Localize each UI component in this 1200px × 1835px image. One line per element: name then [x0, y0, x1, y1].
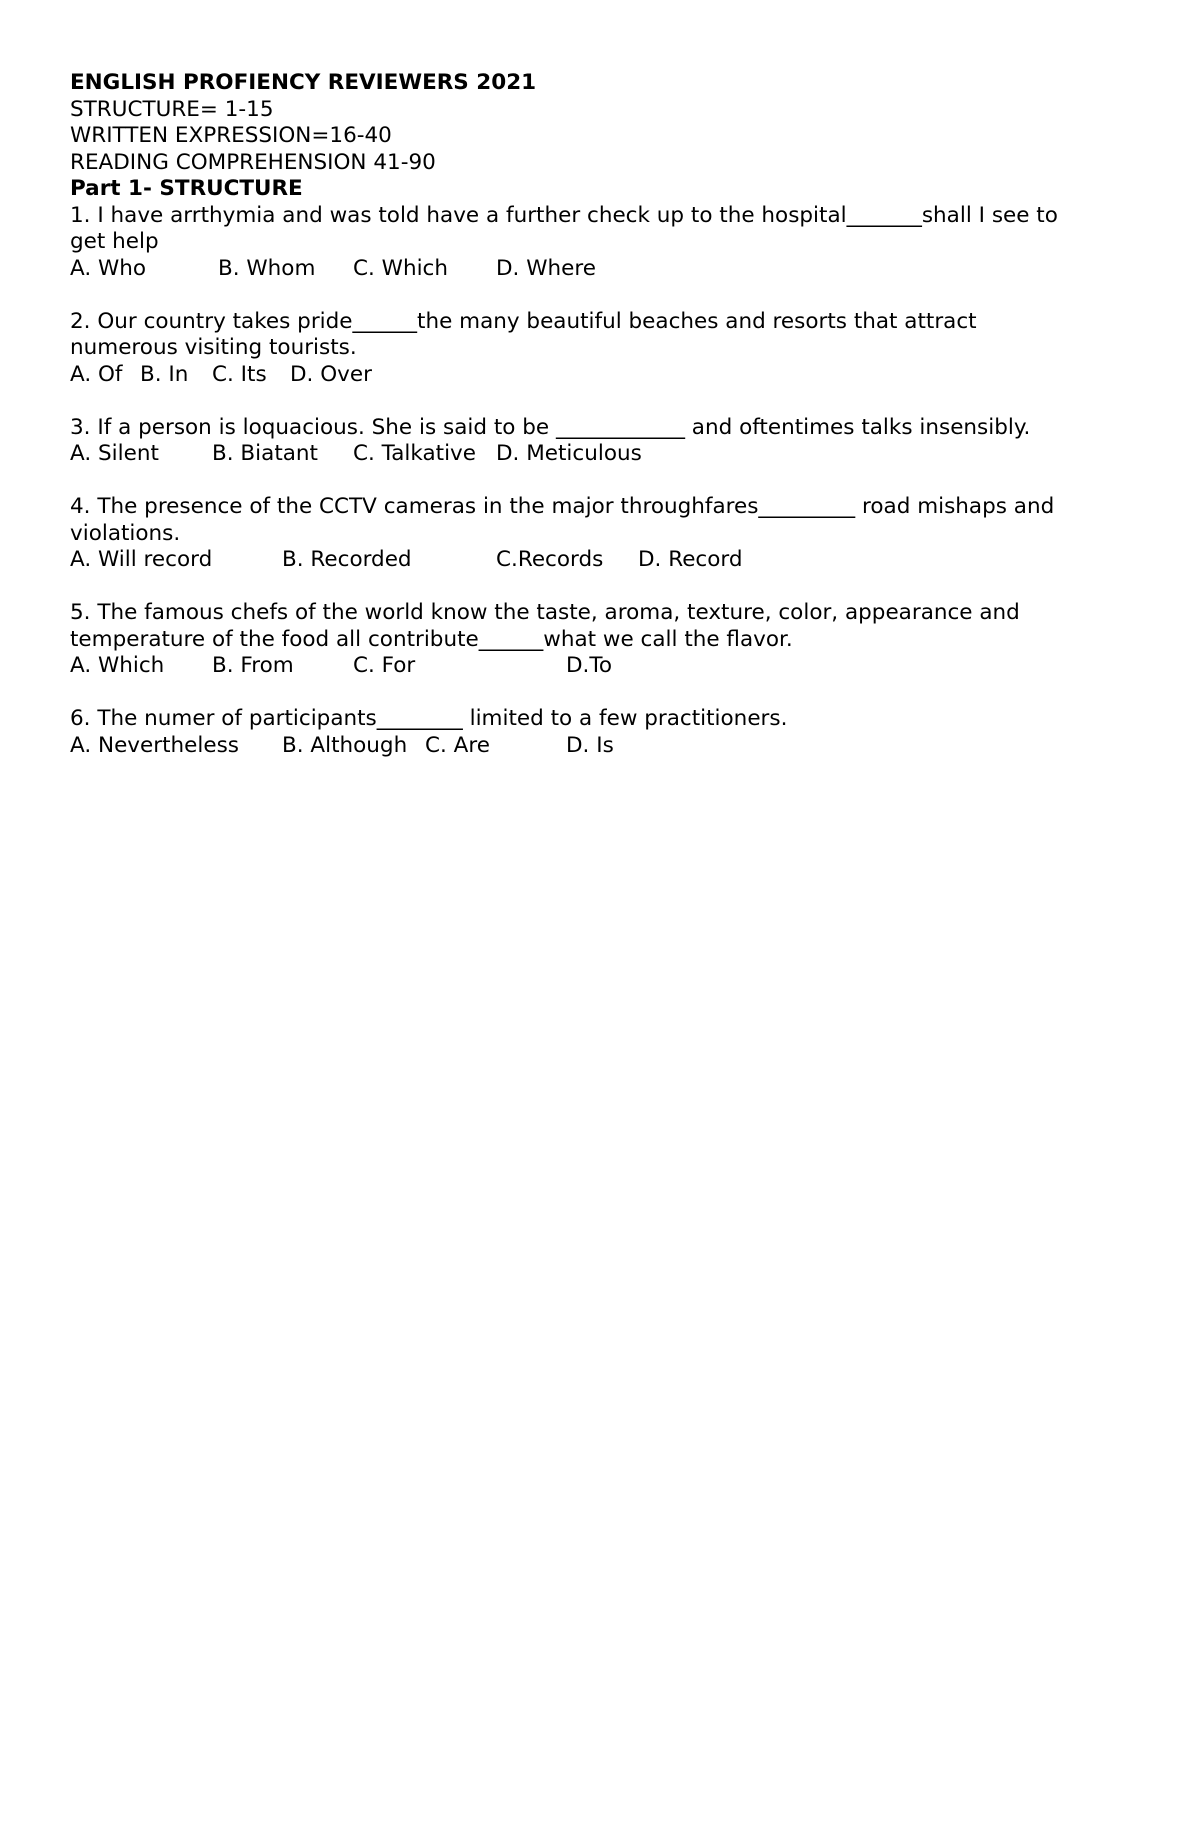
choice-d: D. Where [496, 255, 596, 281]
question-stem-line: temperature of the food all contribute______what we call the flavor. [70, 626, 793, 652]
choice-c: C. Which [353, 255, 448, 281]
question-3 [70, 415, 1130, 468]
choice-b: B. Whom [218, 255, 316, 281]
question-stem-line: 3. If a person is loquacious. She is said to be ____________ and oftentimes talks insensibly. [70, 414, 1031, 440]
choice-c: C.Records [496, 547, 604, 572]
choice-a: A. Which [70, 653, 165, 678]
choice-c: C. Its [212, 361, 267, 387]
choice-row [70, 256, 1130, 283]
choice-a: A. Of [70, 361, 123, 387]
question-5 [70, 600, 1130, 680]
choice-a: A. Nevertheless [70, 732, 239, 758]
choice-c: C. Talkative [353, 441, 477, 466]
choice-b: B. Although [282, 732, 408, 758]
choice-b: B. In [140, 361, 189, 387]
choice-d: D. Meticulous [496, 441, 642, 466]
choice-b: B. From [212, 653, 294, 678]
choice-d: D.To [566, 653, 613, 678]
section-reading-comprehension-range: READING COMPREHENSION 41-90 [70, 149, 436, 175]
document-page [70, 70, 1130, 759]
part-title: Part 1- STRUCTURE [70, 176, 303, 201]
choice-a: A. Who [70, 255, 147, 281]
choice-b: B. Biatant [212, 441, 318, 466]
question-6 [70, 706, 1130, 759]
section-structure-range: STRUCTURE= 1-15 [70, 96, 274, 122]
choice-d: D. Is [566, 732, 614, 758]
choice-row [70, 441, 1130, 468]
choice-d: D. Over [290, 361, 372, 387]
choice-row [70, 653, 1130, 680]
choice-d: D. Record [638, 547, 743, 572]
question-stem-line: 6. The numer of participants________ limited to a few practitioners. [70, 706, 788, 731]
question-stem-line: numerous visiting tourists. [70, 335, 357, 360]
choice-b: B. Recorded [282, 547, 412, 572]
choice-row [70, 733, 1130, 760]
choice-a: A. Silent [70, 441, 159, 466]
choice-c: C. Are [425, 732, 490, 758]
question-stem-line: 1. I have arrthymia and was told have a further check up to the hospital_______shall I see to [70, 202, 1058, 228]
question-1 [70, 203, 1130, 283]
question-4 [70, 494, 1130, 574]
question-stem-line: violations. [70, 520, 181, 546]
choice-row [70, 362, 1130, 389]
question-stem-line: get help [70, 229, 159, 254]
question-stem-line: 2. Our country takes pride______the many beautiful beaches and resorts that attract [70, 308, 977, 334]
question-2 [70, 309, 1130, 389]
question-list [70, 203, 1130, 760]
question-stem-line: 4. The presence of the CCTV cameras in the major throughfares_________ road mishaps and [70, 494, 1055, 519]
choice-row [70, 547, 1130, 574]
document-title: ENGLISH PROFIENCY REVIEWERS 2021 [70, 70, 537, 95]
section-written-expression-range: WRITTEN EXPRESSION=16-40 [70, 123, 392, 148]
question-stem-line: 5. The famous chefs of the world know the taste, aroma, texture, color, appearance and [70, 600, 1020, 625]
choice-c: C. For [353, 653, 416, 678]
choice-a: A. Will record [70, 547, 213, 572]
